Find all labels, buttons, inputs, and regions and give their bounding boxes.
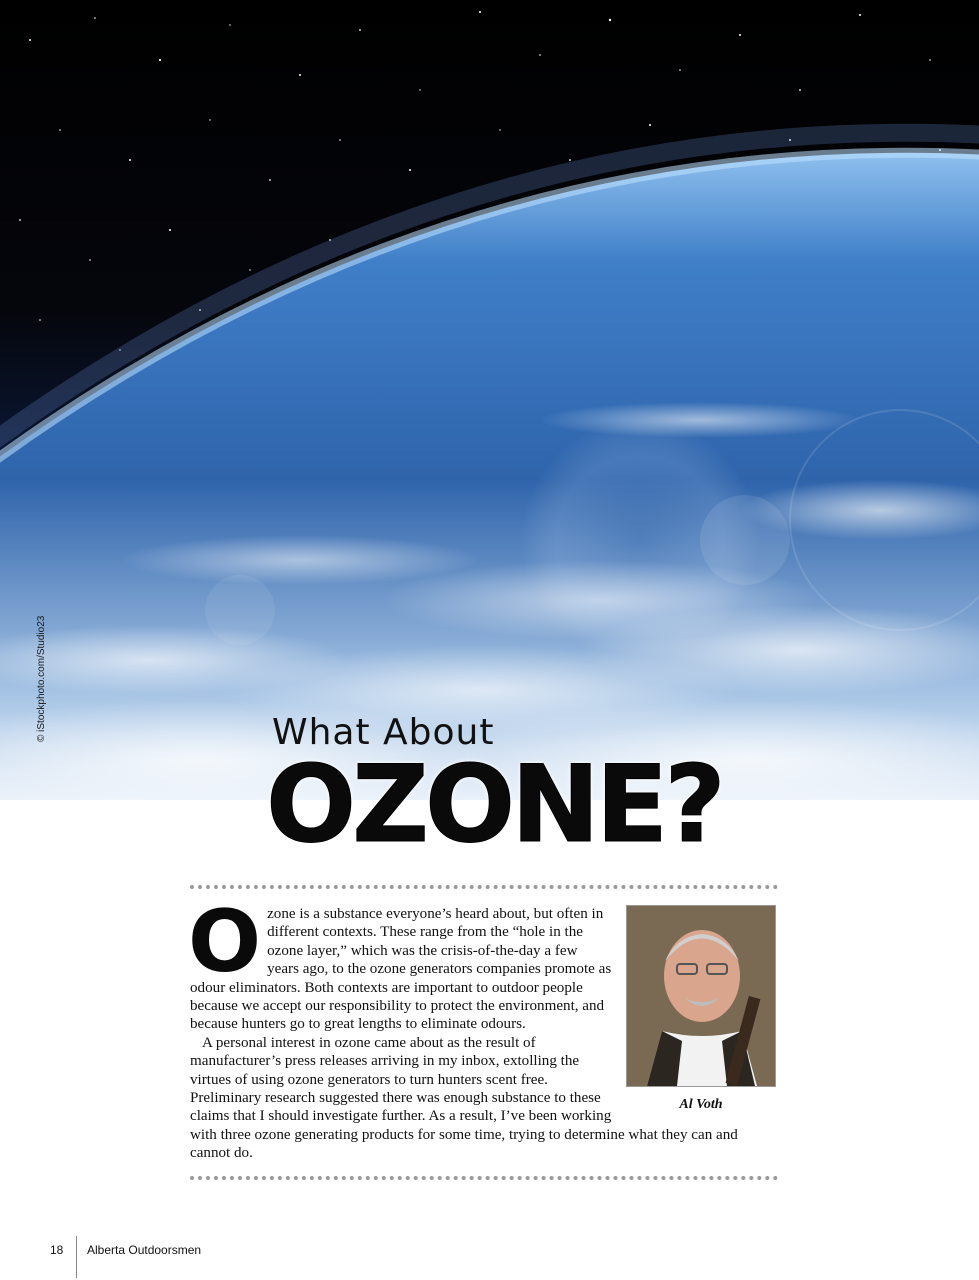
author-caption: Al Voth xyxy=(679,1097,723,1112)
publication-name: Alberta Outdoorsmen xyxy=(87,1243,202,1257)
page-footer xyxy=(0,1236,979,1280)
article-body xyxy=(188,892,780,1163)
dotted-divider-bottom xyxy=(190,1176,778,1180)
page-number: 18 xyxy=(50,1243,64,1257)
drop-cap: O xyxy=(188,892,262,992)
author-portrait xyxy=(626,905,776,1087)
dotted-divider-top xyxy=(190,885,778,889)
headline-title: OZONE? xyxy=(266,743,722,866)
article-paragraph: zone is a substance everyone’s heard about, but often in different contexts. These range from the “hole in the ozone layer,” which was the crisis-of-the-day a few years ago, to the ozone generators companies promote as odour eliminators. Both contexts are important to outdoor people because we accept our responsibility to protect the environment, and because hunters go to great lengths to eliminate odours. xyxy=(190,906,612,1033)
author-photo-box xyxy=(626,905,776,1114)
photo-credit: © iStockphoto.com/Studio23 xyxy=(36,615,47,742)
article-paragraph: A personal interest in ozone came about as the result of manufacturer’s press releases arriving in my inbox, extolling the virtues of using ozone generators to turn hunters scent free. Preliminary research suggested there was enough substance to these claims that I should investigate further. As a result, I’ve been working with three ozone generating products for some time, trying to determine what they can and cannot do. xyxy=(190,1034,738,1162)
headline-kicker: What About xyxy=(272,712,495,753)
footer-divider xyxy=(76,1236,77,1278)
